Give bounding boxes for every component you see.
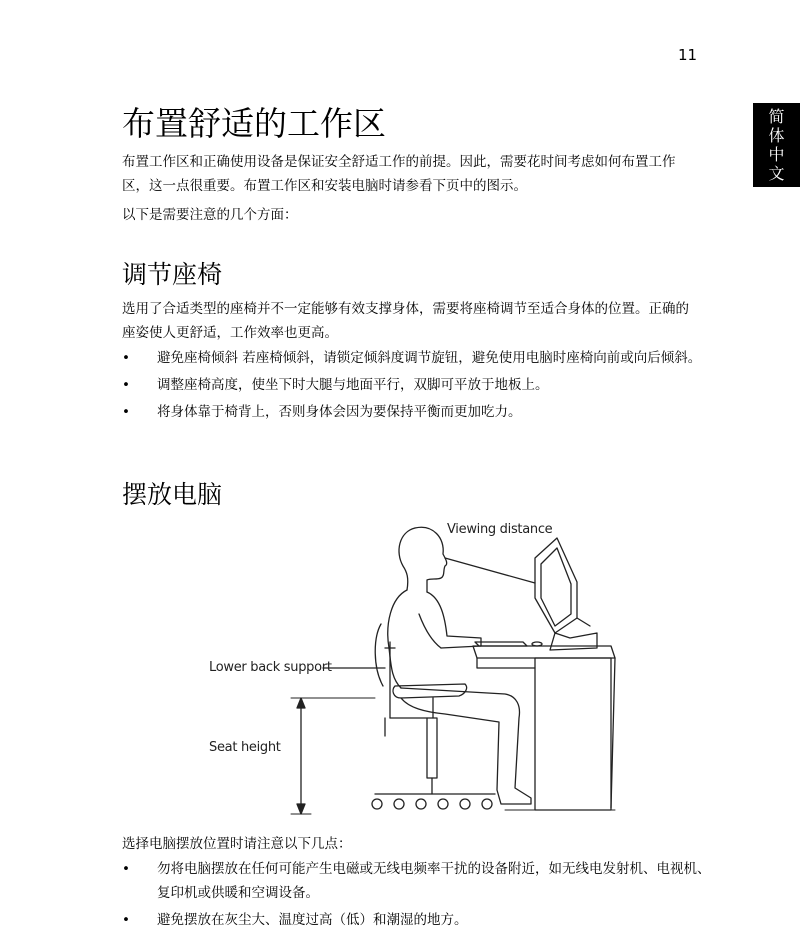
lang-tab-char: 体 (768, 126, 785, 145)
list-item: • 将身体靠于椅背上，否则身体会因为要保持平衡而更加吃力。 (122, 400, 712, 424)
figure-label-lower-back-support: Lower back support (209, 660, 332, 675)
monitor-shape (535, 538, 597, 650)
lang-tab-char: 文 (768, 164, 785, 183)
desk-shape (473, 646, 615, 810)
computer-paragraph: 选择电脑摆放位置时请注意以下几点： (122, 836, 352, 852)
list-item: • 避免座椅倾斜 若座椅倾斜，请锁定倾斜度调节旋钮，避免使用电脑时座椅向前或向后倾斜。 (122, 346, 712, 370)
viewing-distance-line (445, 558, 535, 583)
figure-label-seat-height: Seat height (209, 740, 281, 755)
list-item: • 避免摆放在灰尘大、温度过高（低）和潮湿的地方。 (122, 908, 712, 932)
list-item: • 调整座椅高度，使坐下时大腿与地面平行，双脚可平放于地板上。 (122, 373, 712, 397)
figure-label-viewing-distance: Viewing distance (447, 522, 553, 537)
lang-tab-char: 简 (768, 107, 785, 126)
computer-bullet-list (122, 857, 712, 935)
chair-paragraph: 选用了合适类型的座椅并不一定能够有效支撑身体，需要将座椅调节至适合身体的位置。正确的座姿使人更舒适，工作效率也更高。 (122, 301, 689, 341)
page-title: 布置舒适的工作区 (122, 104, 386, 143)
keyboard-shape (475, 642, 542, 646)
chair-shape (372, 624, 495, 809)
chair-bullet-list (122, 346, 712, 427)
language-tab (753, 103, 800, 187)
lang-tab-char: 中 (768, 145, 785, 164)
section-heading-computer: 摆放电脑 (122, 480, 223, 509)
person-shape (388, 527, 531, 804)
ergonomic-figure (205, 518, 625, 823)
list-item: • 勿将电脑摆放在任何可能产生电磁或无线电频率干扰的设备附近，如无线电发射机、电视机、复印机或供暖和空调设备。 (122, 857, 712, 905)
intro-paragraph-2: 以下是需要注意的几个方面： (122, 207, 298, 223)
intro-paragraph: 布置工作区和正确使用设备是保证安全舒适工作的前提。因此，需要花时间考虑如何布置工作区，这一点很重要。布置工作区和安装电脑时请参看下页中的图示。 (122, 154, 676, 194)
section-heading-chair: 调节座椅 (122, 260, 223, 289)
page-number: 11 (678, 46, 698, 64)
ergonomic-illustration (205, 518, 625, 823)
